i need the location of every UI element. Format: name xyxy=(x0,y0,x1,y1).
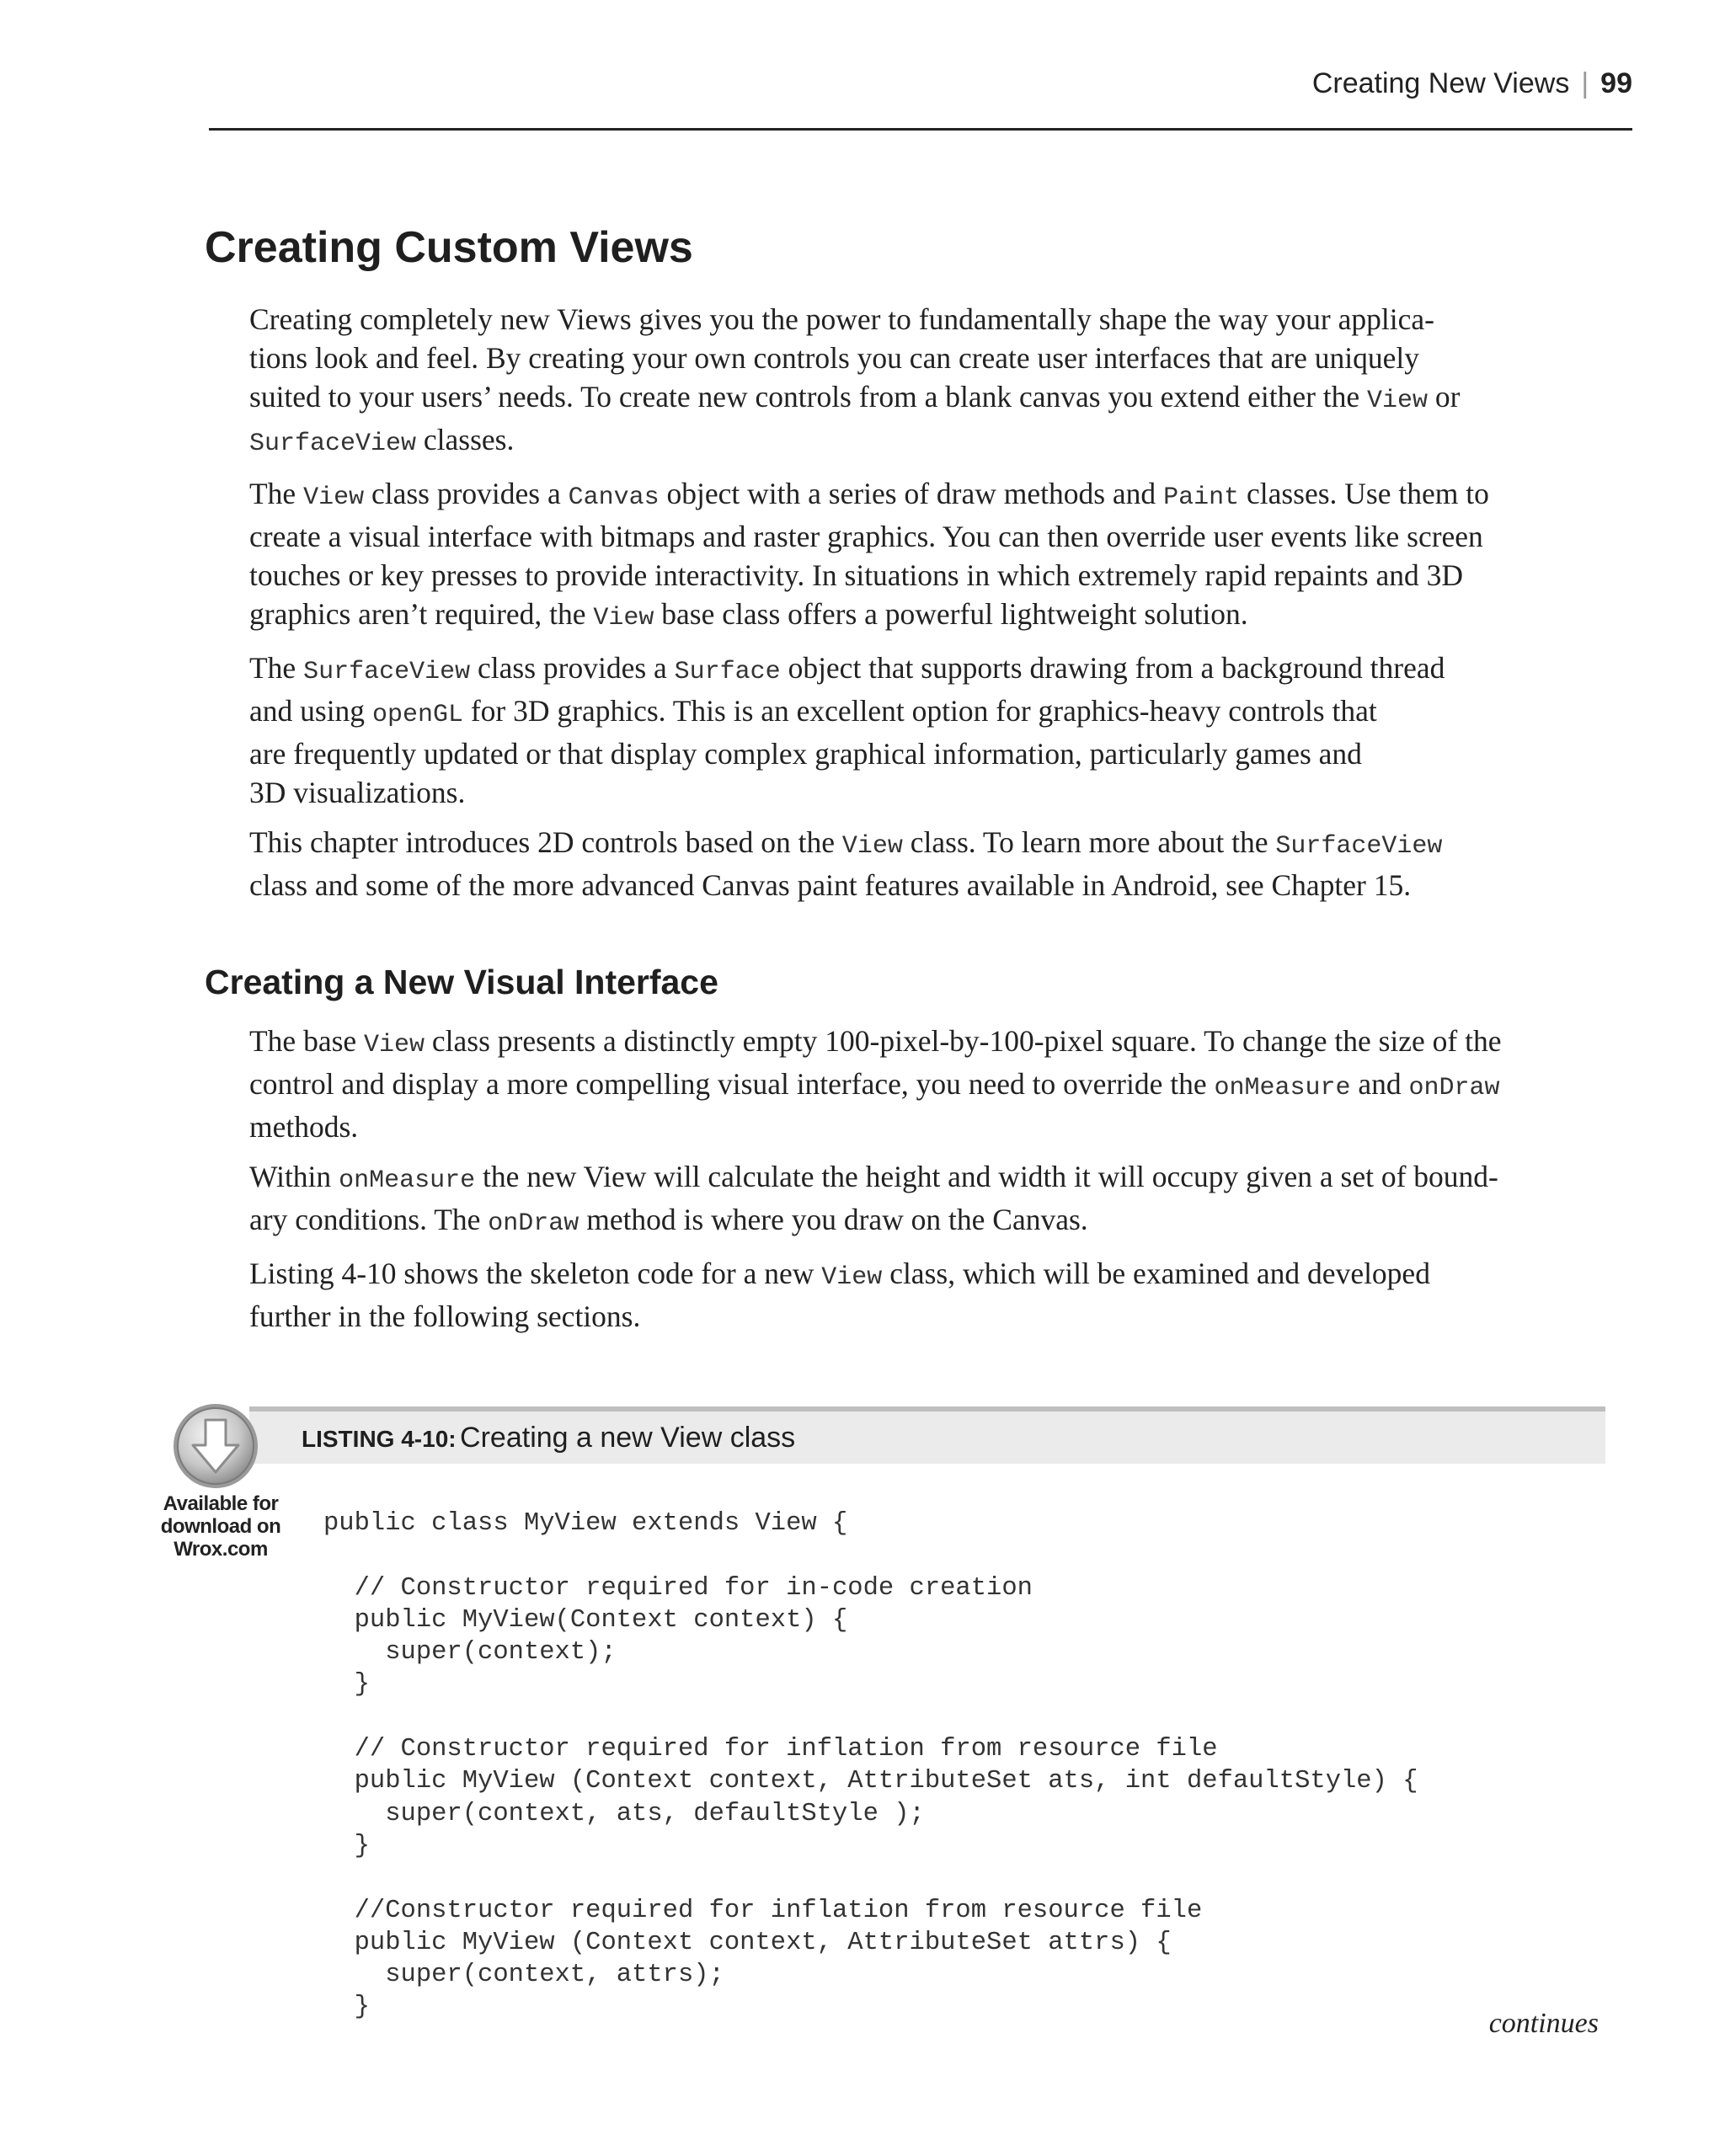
inline-code: View xyxy=(364,1031,425,1059)
download-arrow-icon xyxy=(171,1401,260,1491)
text-line: SurfaceView classes. xyxy=(249,423,515,458)
inline-code: View xyxy=(821,1263,883,1292)
code-line: super(context); xyxy=(323,1638,617,1668)
listing-caption xyxy=(302,1422,795,1454)
listing-number: LISTING 4-10: xyxy=(302,1426,457,1452)
text-line: Listing 4-10 shows the skeleton code for a new View class, which will be examined and developed xyxy=(249,1257,1430,1292)
code-line: } xyxy=(323,1831,370,1860)
text-line: touches or key presses to provide interactivity. In situations in which extremely rapid repaints and 3D xyxy=(249,558,1463,592)
inline-code: View xyxy=(1367,387,1429,415)
inline-code: SurfaceView xyxy=(1275,832,1443,861)
inline-code: Paint xyxy=(1163,483,1240,512)
inline-code: SurfaceView xyxy=(303,658,471,686)
listing-header xyxy=(249,1406,1605,1464)
inline-code: View xyxy=(841,832,903,861)
text-line: ary conditions. The onDraw method is where you draw on the Canvas. xyxy=(249,1203,1088,1238)
text-line: further in the following sections. xyxy=(249,1299,641,1333)
text-line: This chapter introduces 2D controls based on the View class. To learn more about the SurfaceView xyxy=(249,825,1443,861)
paragraph xyxy=(249,1254,1605,1336)
running-header xyxy=(209,61,1632,131)
code-line: // Constructor required for inflation from resource file xyxy=(323,1735,1218,1764)
paragraph xyxy=(249,1022,1605,1146)
paragraph xyxy=(249,474,1605,638)
text-line: 3D visualizations. xyxy=(249,776,466,809)
code-line: public MyView (Context context, AttributeSet attrs) { xyxy=(323,1928,1172,1957)
code-line: public MyView(Context context) { xyxy=(323,1605,848,1635)
paragraph xyxy=(249,1157,1605,1243)
text-line: The View class provides a Canvas object with a series of draw methods and Paint classes. Use them to xyxy=(249,477,1489,512)
text-line: graphics aren’t required, the View base class offers a powerful lightweight solution. xyxy=(249,597,1248,632)
listing-title: Creating a new View class xyxy=(460,1422,796,1454)
text-line: control and display a more compelling visual interface, you need to override the onMeasure and onDraw xyxy=(249,1067,1500,1102)
continues-label: continues xyxy=(1488,2008,1599,2039)
text-line: The SurfaceView class provides a Surface object that supports drawing from a background thread xyxy=(249,651,1445,686)
text-line: create a visual interface with bitmaps and raster graphics. You can then override user events like screen xyxy=(249,520,1483,553)
inline-code: SurfaceView xyxy=(249,430,417,458)
code-line: //Constructor required for inflation from resource file xyxy=(323,1896,1203,1925)
running-header-separator: | xyxy=(1581,67,1589,99)
inline-code: openGL xyxy=(371,701,463,729)
code-line: public class MyView extends View { xyxy=(323,1509,848,1538)
inline-code: onDraw xyxy=(1408,1074,1500,1102)
text-line: are frequently updated or that display complex graphical information, particularly games and xyxy=(249,737,1362,771)
inline-code: onMeasure xyxy=(339,1166,476,1195)
code-line: // Constructor required for in-code creation xyxy=(323,1573,1033,1603)
running-header-title: Creating New Views xyxy=(1311,67,1570,99)
code-line: super(context, attrs); xyxy=(323,1961,724,1990)
inline-code: View xyxy=(593,604,654,632)
page-number: 99 xyxy=(1600,67,1632,99)
download-note-line: Available for xyxy=(163,1492,279,1515)
code-line: } xyxy=(323,1993,370,2022)
code-listing xyxy=(323,1508,1418,2024)
text-line: Creating completely new Views gives you the power to fundamentally shape the way your applica- xyxy=(249,302,1434,336)
inline-code: onMeasure xyxy=(1214,1074,1351,1102)
text-line: The base View class presents a distinctly empty 100-pixel-by-100-pixel square. To change the size of the xyxy=(249,1024,1502,1059)
text-line: tions look and feel. By creating your own controls you can create user interfaces that are uniquely xyxy=(249,341,1419,375)
code-line: public MyView (Context context, AttributeSet ats, int defaultStyle) { xyxy=(323,1767,1418,1796)
inline-code: View xyxy=(303,483,365,512)
paragraph xyxy=(249,300,1605,463)
running-header-text xyxy=(1312,67,1632,100)
text-line: class and some of the more advanced Canvas paint features available in Android, see Chapter 15. xyxy=(249,868,1412,902)
code-line: } xyxy=(323,1670,370,1700)
inline-code: Surface xyxy=(674,658,781,686)
section-heading-visual-interface: Creating a New Visual Interface xyxy=(205,963,718,1001)
code-line xyxy=(323,1862,1418,1894)
section-heading-custom-views: Creating Custom Views xyxy=(205,223,693,272)
text-line: and using openGL for 3D graphics. This is an excellent option for graphics-heavy controls that xyxy=(249,694,1377,729)
code-line: super(context, ats, defaultStyle ); xyxy=(323,1799,925,1828)
inline-code: Canvas xyxy=(568,483,660,512)
text-line: methods. xyxy=(249,1110,359,1144)
download-note-line: download on xyxy=(160,1515,281,1538)
code-line xyxy=(323,1540,1418,1572)
paragraph xyxy=(249,648,1605,812)
download-note-line: Wrox.com xyxy=(174,1538,268,1561)
paragraph xyxy=(249,823,1605,905)
download-note xyxy=(153,1492,288,1561)
code-line xyxy=(323,1701,1418,1733)
text-line: Within onMeasure the new View will calculate the height and width it will occupy given a set of bound- xyxy=(249,1160,1498,1195)
text-line: suited to your users’ needs. To create new controls from a blank canvas you extend either the View or xyxy=(249,380,1461,415)
inline-code: onDraw xyxy=(488,1209,579,1238)
